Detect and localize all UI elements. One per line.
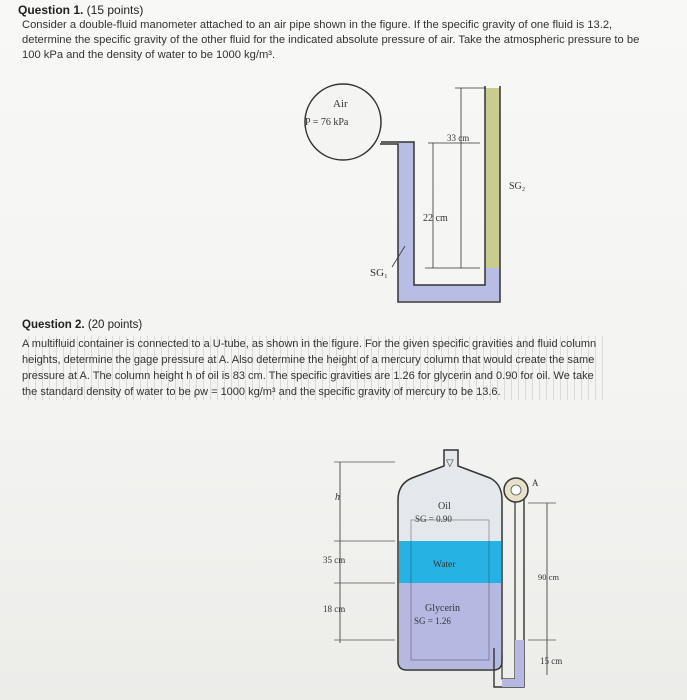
free-surface-symbol: ▽ — [446, 458, 454, 469]
question1-number: Question 1. — [18, 3, 84, 17]
dim-18cm-label: 18 cm — [323, 604, 346, 614]
glycerin-sg-label: SG = 1.26 — [414, 616, 451, 626]
dim-15cm-label: 15 cm — [540, 656, 563, 666]
dim-35cm-label: 35 cm — [323, 555, 346, 565]
glycerin-layer — [399, 583, 501, 669]
sg2-label: SG₂ — [509, 181, 526, 192]
oil-label: Oil — [438, 501, 451, 512]
question2-points: (20 points) — [84, 319, 143, 331]
gage-a-center — [511, 485, 521, 495]
u-tube-inner — [502, 500, 515, 679]
dim-90cm-label: 90 cm — [538, 572, 560, 582]
water-label: Water — [433, 560, 456, 570]
air-pressure-label: P = 76 kPa — [305, 117, 349, 128]
sg1-label: SG₁ — [370, 267, 388, 279]
question1-points: (15 points) — [83, 3, 144, 17]
dim-33cm-label: 33 cm — [447, 133, 470, 143]
h-label: h — [335, 492, 340, 503]
u-tube-glycerin-right — [515, 640, 524, 682]
question2-body: A multifluid container is connected to a U-tube, as shown in the figure. For the given specific gravities and fluid column heights, determine the gage pressure at A. Also determine the height of a mercury column that would create the same pressure at A. The column height h of oil is 83 cm. The specific gravities are 1.26 for glycerin and 0.90 for oil. We take the standard density of water to be ρw = 1000 kg/m³ and the specific gravity of mercury to be 13.6. — [22, 336, 607, 400]
glycerin-label: Glycerin — [425, 603, 460, 614]
dim-22cm-label: 22 cm — [423, 213, 448, 224]
oil-sg-label: SG = 0.90 — [415, 514, 452, 524]
point-a-label: A — [532, 478, 539, 488]
question2-number: Question 2. — [22, 319, 85, 331]
air-label: Air — [333, 98, 348, 110]
question1-body: Consider a double-fluid manometer attached to an air pipe shown in the figure. If the specific gravity of one fluid is 13.2, determine the specific gravity of the other fluid for the indicated absolute pressure of air. Take the atmospheric pressure to be 100 kPa and the density of water to be 1000 kg/m³. — [22, 19, 640, 61]
